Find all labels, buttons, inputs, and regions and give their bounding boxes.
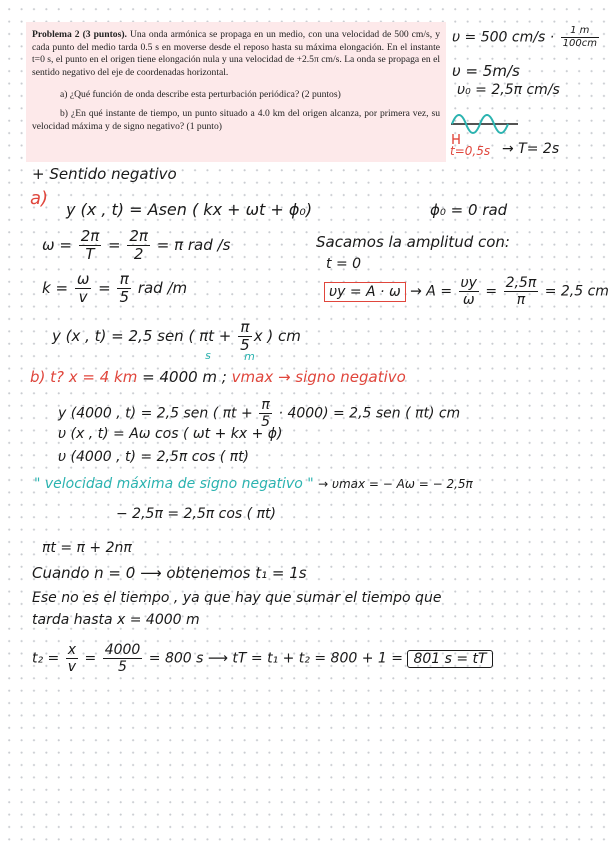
t2-fraction-2 bbox=[103, 643, 143, 674]
part-b-conversion: = 4000 m ; bbox=[142, 368, 227, 386]
cos-equation: − 2,5π = 2,5π cos ( πt) bbox=[116, 506, 276, 522]
t2-post: = 800 s ⟶ tT = t₁ + t₂ = 800 + 1 = bbox=[148, 650, 403, 667]
velocity-conversion bbox=[452, 26, 601, 49]
k-pre: k = bbox=[42, 279, 69, 297]
k-f2-den: 5 bbox=[119, 288, 130, 306]
omega-fraction-1 bbox=[79, 229, 102, 262]
part-b-distance: x = 4 km bbox=[68, 368, 138, 386]
y-at-4000 bbox=[58, 398, 460, 429]
velocity-at-4000: υ (4000 , t) = 2,5π cos ( πt) bbox=[58, 449, 250, 465]
amp-f1-den: ω bbox=[462, 292, 475, 308]
conversion-fraction bbox=[561, 26, 599, 49]
omega-pre: ω = bbox=[42, 236, 72, 254]
problem-statement bbox=[32, 29, 440, 79]
amp-f1-num: υy bbox=[460, 275, 477, 291]
amp-post: = 2,5 cm bbox=[544, 283, 609, 300]
wavenumber-calculation: k = $\frac{\omega}{v}$ = $\frac{\pi}{5}$ rad /m bbox=[42, 270, 188, 306]
t2-f2-den: 5 bbox=[118, 659, 127, 675]
wave-pre: y (x , t) = 2,5 sen ( bbox=[52, 327, 195, 345]
amp-f2-den: π bbox=[516, 292, 526, 308]
wave-post: ) cm bbox=[267, 327, 301, 345]
amp-pre: → A = bbox=[410, 283, 453, 300]
velocity-ms: υ = 5m/s bbox=[452, 62, 520, 80]
cuando-line: Cuando n = 0 ⟶ obtenemos t₁ = 1s bbox=[32, 564, 307, 582]
k-f1-den: v bbox=[78, 288, 88, 306]
omega-fraction-2 bbox=[127, 229, 150, 262]
y4000-post: · 4000) = 2,5 sen ( πt) cm bbox=[278, 405, 461, 422]
problem-title: Problema 2 (3 puntos). bbox=[32, 29, 127, 40]
wave-kx-term bbox=[236, 318, 263, 363]
velocity-initial: υ₀ = 2,5π cm/s bbox=[457, 82, 560, 98]
wave-k-fraction bbox=[238, 320, 252, 353]
explanation-line: Ese no es el tiempo , ya que hay que sumar el tiempo que bbox=[32, 590, 442, 606]
pit-solution: πt = π + 2nπ bbox=[42, 540, 132, 556]
t2-fraction-1 bbox=[66, 643, 78, 674]
question-a: a) ¿Qué función de onda describe esta perturbación periódica? (2 puntos) bbox=[60, 89, 341, 101]
wave-f-num: π bbox=[238, 320, 252, 337]
wave-pit: πt bbox=[199, 327, 215, 345]
question-b: b) ¿En qué instante de tiempo, un punto situado a 4.0 km del origen alcanza, por primera vez, su velocidad máxima y de signo negativo? (1 punto) bbox=[32, 107, 440, 132]
time-label: t=0,5s bbox=[450, 144, 491, 158]
total-time-calculation: t₂ = $\frac{x}{v}$ = $\frac{4000}{5}$ = 800 s ⟶ tT = t₁ + t₂ = 800 + 1 = 801 s = tT bbox=[32, 643, 493, 674]
y4000-pre: y (4000 , t) = 2,5 sen ( πt + bbox=[58, 405, 253, 422]
t2-pre: t₂ = bbox=[32, 650, 60, 667]
k-f1-num: ω bbox=[76, 270, 90, 288]
velmax-line bbox=[34, 476, 473, 492]
amp-f2-num: 2,5π bbox=[505, 275, 537, 291]
omega-post: = π rad /s bbox=[156, 236, 231, 254]
k-post: rad /m bbox=[137, 279, 188, 297]
omega-f2-den: 2 bbox=[133, 245, 144, 263]
conversion-num: 1 m bbox=[561, 26, 599, 38]
omega-f2-num: 2π bbox=[129, 227, 148, 245]
amp-fraction-1 bbox=[459, 276, 479, 307]
wave-plus: + bbox=[218, 327, 232, 345]
period-arrow: → T= 2s bbox=[502, 141, 560, 157]
y4000-f-den: 5 bbox=[261, 414, 271, 430]
amplitude-note: Sacamos la amplitud con: bbox=[316, 233, 510, 251]
k-f2-num: π bbox=[117, 272, 131, 289]
unit-s-note: s bbox=[205, 349, 211, 362]
t2-f2-num: 4000 bbox=[104, 642, 141, 658]
t-zero: t = 0 bbox=[326, 256, 362, 272]
amp-fraction-2 bbox=[504, 276, 539, 307]
part-b-header bbox=[30, 368, 406, 386]
part-b-label: b) t? bbox=[30, 368, 64, 386]
problem-text: Una onda armónica se propaga en un medio, con una velocidad de 500 cm/s, y cada punto del medio tarda 0.5 s en moverse desde el reposo hasta su máxima elongación. En el instante t=0 s, el punto en el origen tiene elongación nula y una velocidad de +2.5π cm/s. La onda se propaga en el sentido negativo del eje de coordenadas horizontal. bbox=[32, 29, 440, 78]
wave-general-equation: y (x , t) = Asen ( kx + ωt + ϕ₀) bbox=[66, 200, 313, 219]
part-b-vmax: vmax → signo negativo bbox=[231, 368, 406, 386]
k-fraction-2 bbox=[117, 272, 131, 305]
velocity-conversion-text: υ = 500 cm/s · bbox=[452, 29, 555, 46]
k-fraction-1 bbox=[75, 272, 92, 305]
omega-f1-num: 2π bbox=[80, 227, 100, 245]
final-answer-box: 801 s = tT bbox=[407, 650, 492, 668]
vy-formula-box: υy = A · ω bbox=[324, 282, 406, 302]
conversion-den: 100cm bbox=[562, 38, 597, 49]
wave-function-result bbox=[52, 318, 301, 363]
sentido-negativo: + Sentido negativo bbox=[32, 165, 177, 183]
y4000-f-num: π bbox=[259, 398, 272, 414]
tarda-line: tarda hasta x = 4000 m bbox=[32, 612, 200, 628]
phase-value: ϕ₀ = 0 rad bbox=[430, 201, 508, 219]
vmax-equation: → υmax = − Aω = − 2,5π bbox=[318, 477, 473, 491]
t2-f1-num: x bbox=[67, 642, 77, 658]
t2-f1-den: v bbox=[67, 659, 77, 675]
wave-x: x bbox=[253, 327, 263, 345]
velocity-equation: υ (x , t) = Aω cos ( ωt + kx + ϕ) bbox=[58, 426, 283, 442]
omega-f1-den: T bbox=[85, 245, 95, 263]
wave-f-den: 5 bbox=[240, 336, 250, 354]
velmax-note: " velocidad máxima de signo negativo " bbox=[34, 476, 314, 492]
y4000-fraction bbox=[259, 398, 272, 429]
problem-statement-box bbox=[26, 22, 446, 162]
amplitude-calculation: υy = A · ω → A = $\frac{\upsilon y}{\omega}$ = $\frac{2,5\pi}{\pi}$ = 2,5 cm bbox=[324, 276, 609, 307]
part-a-label: a) bbox=[30, 188, 49, 209]
wave-pit-term bbox=[199, 327, 215, 362]
omega-calculation: ω = $\frac{2\pi}{T}$ = $\frac{2\pi}{2}$ = π rad /s bbox=[42, 227, 231, 263]
unit-m-note: m bbox=[244, 350, 255, 363]
